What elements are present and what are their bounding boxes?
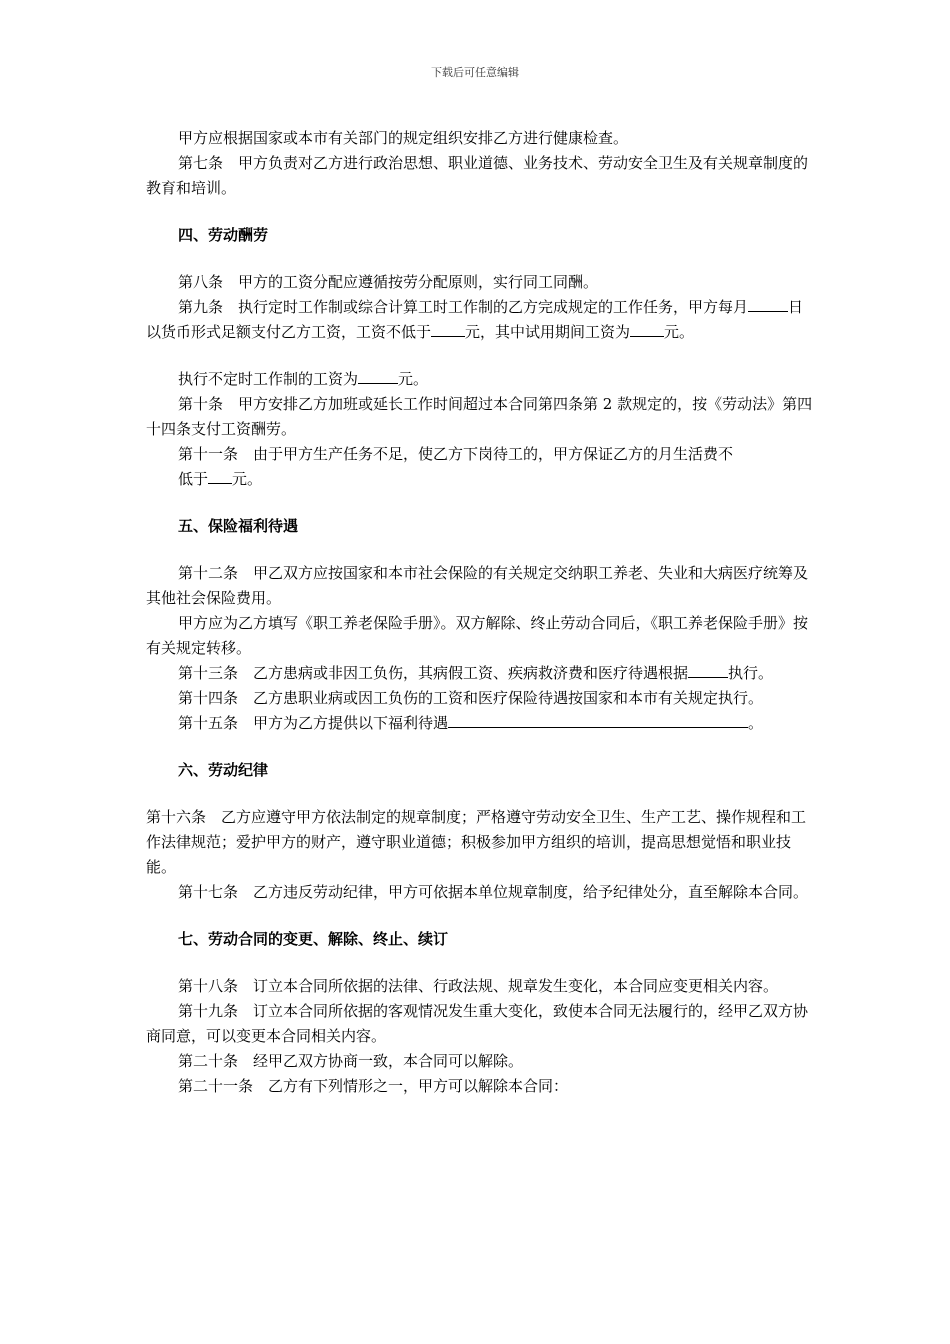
article-7: 第七条 甲方负责对乙方进行政治思想、职业道德、业务技术、劳动安全卫生及有关规章制度的教育和培训。 [146,154,809,197]
article-16: 第十六条 乙方应遵守甲方依法制定的规章制度；严格遵守劳动安全卫生、生产工艺、操作规程和工作法律规范；爱护甲方的财产，遵守职业道德；积极参加甲方组织的培训，提高思想觉悟和职业技能。 [146,808,807,876]
irregular-wage-unit: 元。 [398,370,429,388]
article-9-part-3: 元，其中试用期间工资为 [465,323,631,341]
article-17: 第十七条 乙方违反劳动纪律，甲方可依据本单位规章制度，给予纪律处分，直至解除本合同。 [178,883,809,901]
section-heading-7: 七、劳动合同的变更、解除、终止、续订 [178,930,449,948]
article-9 [146,295,816,345]
article-15-end: 。 [748,714,764,732]
paragraph-health-check: 甲方应根据国家或本市有关部门的规定组织安排乙方进行健康检查。 [178,129,629,147]
irregular-wage-label: 执行不定时工作制的工资为 [178,370,359,388]
article-11: 第十一条 由于甲方生产任务不足，使乙方下岗待工的，甲方保证乙方的月生活费不 [178,445,734,463]
blank-line [358,369,398,384]
article-9-part-1: 第九条 执行定时工作制或综合计算工时工作制的乙方完成规定的工作任务，甲方每月 [178,298,749,316]
section-heading-6: 六、劳动纪律 [178,761,269,779]
article-15-text: 第十五条 甲方为乙方提供以下福利待遇 [178,714,449,732]
article-12: 第十二条 甲乙双方应按国家和本市社会保险的有关规定交纳职工养老、失业和大病医疗统筹及其他社会保险费用。 [146,564,809,607]
blank-line [448,713,748,728]
paragraph-irregular-wage [146,367,816,392]
blank-line [431,322,465,337]
document-body [146,126,816,1099]
paragraph-pension-handbook: 甲方应为乙方填写《职工养老保险手册》。双方解除、终止劳动合同后，《职工养老保险手册》按有关规定转移。 [146,614,809,657]
section-heading-5: 五、保险福利待遇 [178,517,299,535]
article-13-end: 执行。 [728,664,774,682]
article-8: 第八条 甲方的工资分配应遵循按劳分配原则，实行同工同酬。 [178,273,599,291]
article-20: 第二十条 经甲乙双方协商一致，本合同可以解除。 [178,1052,524,1070]
article-19: 第十九条 订立本合同所依据的客观情况发生重大变化，致使本合同无法履行的，经甲乙双方协商同意，可以变更本合同相关内容。 [146,1002,809,1045]
article-11-continued [146,467,816,492]
article-11-unit: 元。 [232,470,263,488]
article-13 [146,661,816,686]
page-header: 下载后可任意编辑 [431,66,519,79]
article-9-part-4: 元。 [664,323,695,341]
article-21: 第二十一条 乙方有下列情形之一，甲方可以解除本合同： [178,1077,569,1095]
section-heading-4: 四、劳动酬劳 [178,226,269,244]
blank-line [748,297,788,312]
article-9-part-2: 日以货币形式足额支付乙方工资，工资不低于 [146,298,804,341]
blank-line [208,469,232,484]
blank-line [688,663,728,678]
article-10: 第十条 甲方安排乙方加班或延长工作时间超过本合同第四条第 2 款规定的，按《劳动法》第四十四条支付工资酬劳。 [146,395,813,438]
article-13-text: 第十三条 乙方患病或非因工负伤，其病假工资、疾病救济费和医疗待遇根据 [178,664,689,682]
article-18: 第十八条 订立本合同所依据的法律、行政法规、规章发生变化，本合同应变更相关内容。 [178,977,779,995]
article-15 [146,711,816,736]
article-14: 第十四条 乙方患职业病或因工负伤的工资和医疗保险待遇按国家和本市有关规定执行。 [178,689,764,707]
blank-line [630,322,664,337]
article-11-min-label: 低于 [178,470,209,488]
